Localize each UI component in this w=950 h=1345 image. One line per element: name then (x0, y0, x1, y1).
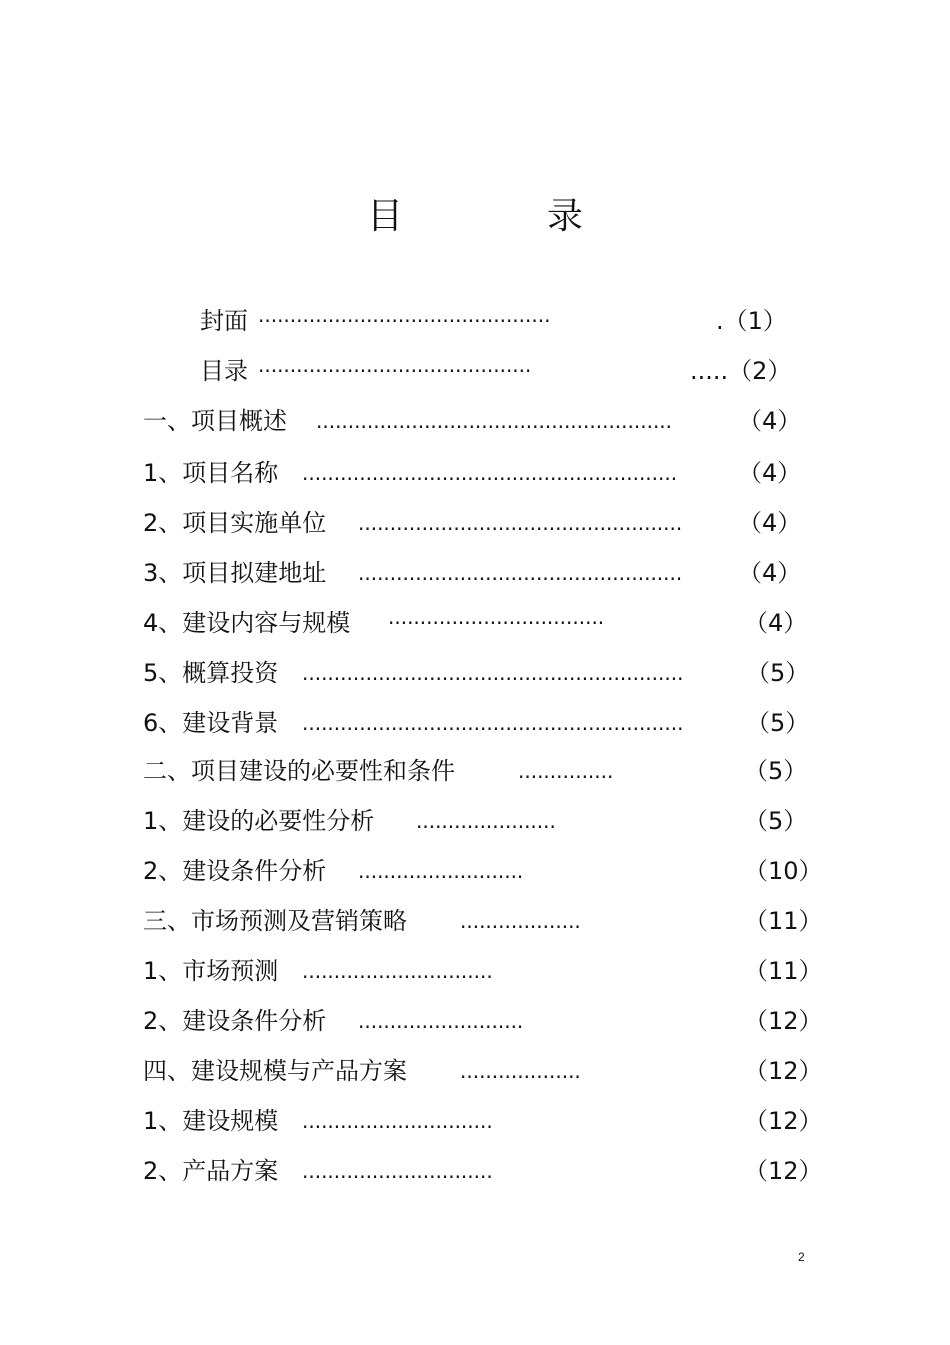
toc-page-number: （5） (744, 807, 808, 835)
toc-leader: ·································· (388, 611, 605, 635)
toc-label: 2、产品方案 (143, 1157, 279, 1185)
toc-label: 1、建设规模 (143, 1107, 279, 1135)
toc-leader: ................... (460, 1059, 581, 1083)
toc-page-number: （4） (738, 509, 802, 537)
toc-page-number: （4） (738, 559, 802, 587)
toc-label: 5、概算投资 (143, 659, 279, 687)
toc-leader: .............................. (302, 1109, 493, 1133)
toc-label: 2、建设条件分析 (143, 1007, 327, 1035)
toc-label: 封面 (200, 307, 248, 335)
toc-page-number: （4） (738, 407, 802, 435)
toc-row (0, 804, 950, 838)
toc-label: 目录 (200, 357, 248, 385)
toc-row (0, 304, 950, 338)
toc-label: 6、建设背景 (143, 709, 279, 737)
toc-leader: ........................................................... (302, 461, 678, 485)
toc-leader: ............................................................ (302, 711, 684, 735)
toc-label: 3、项目拟建地址 (143, 559, 327, 587)
toc-row (0, 456, 950, 490)
toc-row (0, 556, 950, 590)
toc-leader: ............... (518, 759, 614, 783)
toc-row (0, 706, 950, 740)
toc-page-number: （4） (738, 459, 802, 487)
toc-label: 2、建设条件分析 (143, 857, 327, 885)
toc-label: 1、市场预测 (143, 957, 279, 985)
toc-leader: .......................... (358, 1009, 524, 1033)
toc-row (0, 954, 950, 988)
toc-row (0, 1154, 950, 1188)
toc-page-number: （12） (744, 1057, 823, 1085)
toc-label: 1、项目名称 (143, 459, 279, 487)
toc-page-number: （12） (744, 1157, 823, 1185)
page-title: 目 录 (366, 196, 637, 237)
toc-row (0, 1104, 950, 1138)
toc-label: 三、市场预测及营销策略 (143, 907, 407, 935)
toc-leader: ............................................................ (302, 661, 684, 685)
toc-leader: ·············································· (258, 309, 551, 333)
toc-page-number: （10） (744, 857, 823, 885)
toc-leader: .............................. (302, 959, 493, 983)
toc-page-number: （5） (744, 757, 808, 785)
toc-leader: .......................... (358, 859, 524, 883)
toc-leader: ··········································· (258, 359, 532, 383)
toc-leader: ................... (460, 909, 581, 933)
toc-page-number: （11） (744, 957, 823, 985)
toc-page-number: （5） (746, 659, 810, 687)
toc-label: 1、建设的必要性分析 (143, 807, 375, 835)
toc-page-number: （12） (744, 1107, 823, 1135)
toc-row (0, 656, 950, 690)
toc-page-number: .（1） (716, 307, 787, 335)
toc-row (0, 904, 950, 938)
toc-leader: ...................... (416, 809, 556, 833)
toc-row (0, 506, 950, 540)
page-number: 2 (798, 1250, 805, 1264)
toc-leader: ................................................... (358, 511, 683, 535)
toc-row (0, 754, 950, 788)
toc-label: 4、建设内容与规模 (143, 609, 351, 637)
toc-row (0, 404, 950, 438)
toc-row (0, 606, 950, 640)
toc-leader: .............................. (302, 1159, 493, 1183)
toc-row (0, 354, 950, 388)
toc-row (0, 854, 950, 888)
toc-label: 四、建设规模与产品方案 (143, 1057, 407, 1085)
toc-label: 2、项目实施单位 (143, 509, 327, 537)
toc-leader: ........................................................ (316, 409, 673, 433)
toc-page-number: .....（2） (690, 357, 792, 385)
toc-row (0, 1054, 950, 1088)
toc-page-number: （12） (744, 1007, 823, 1035)
toc-row (0, 1004, 950, 1038)
toc-leader: ................................................... (358, 561, 683, 585)
toc-label: 二、项目建设的必要性和条件 (143, 757, 455, 785)
toc-page-number: （11） (744, 907, 823, 935)
toc-page-number: （4） (744, 609, 808, 637)
toc-label: 一、项目概述 (143, 407, 287, 435)
toc-page-number: （5） (746, 709, 810, 737)
